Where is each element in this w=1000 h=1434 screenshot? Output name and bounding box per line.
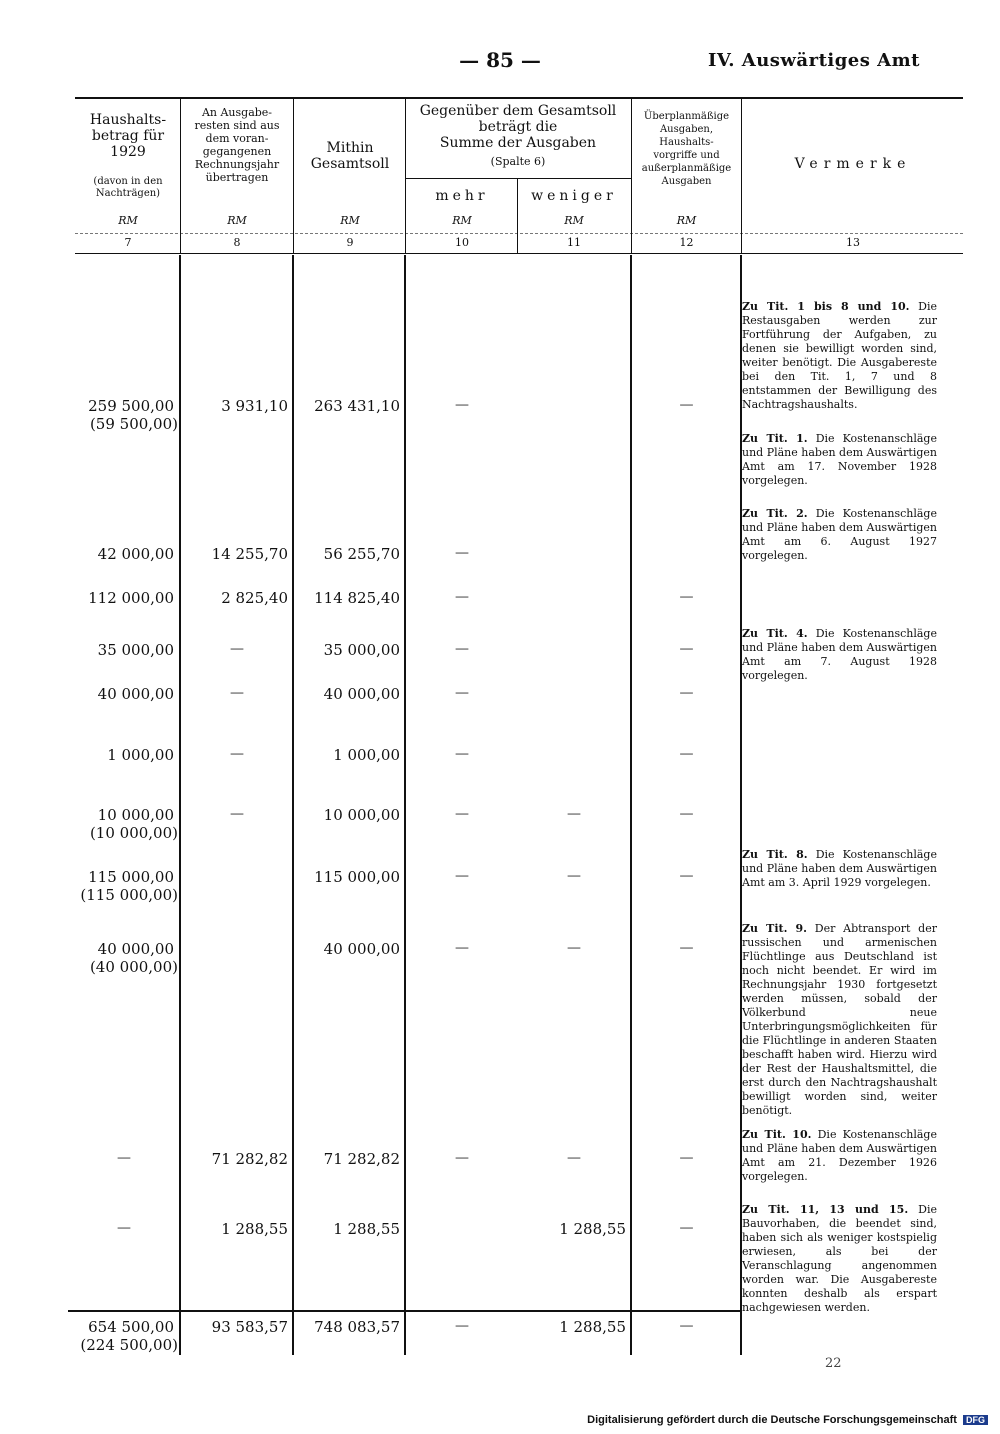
- table-cell: 3 931,10: [221, 397, 288, 415]
- header-divider: [293, 98, 294, 253]
- table-cell: —: [455, 641, 469, 657]
- total-cell: 1 288,55: [559, 1318, 626, 1336]
- unit-label: RM: [452, 214, 472, 227]
- table-cell: —: [679, 940, 694, 956]
- header-dashed-rule: [75, 233, 963, 234]
- remark-note: Zu Tit. 1 bis 8 und 10. Die Restausgaben werden zur Fortführung der Aufgaben, zu denen sie bewilligt worden sind, weiter benötigt. Die Ausgabereste bei den Tit. 1, 7 und 8 entstammen der Bewilligung des Nachtragshaushalts.: [742, 300, 937, 411]
- table-cell: —: [679, 806, 694, 822]
- remark-note: Zu Tit. 4. Die Kostenanschläge und Pläne haben dem Auswärtigen Amt am 7. August 1928 vorgelegen.: [742, 627, 938, 682]
- column-rule: [179, 255, 181, 1355]
- total-cell: —: [455, 1318, 469, 1334]
- table-cell: —: [567, 806, 581, 822]
- table-cell: —: [230, 806, 244, 822]
- table-cell: —: [679, 1220, 694, 1236]
- unit-label: RM: [227, 214, 247, 227]
- header-budget-sub: (davon in den Nachträgen): [93, 176, 163, 199]
- table-cell: 40 000,00: [97, 685, 174, 703]
- table-cell: 1 288,55: [221, 1220, 288, 1238]
- page-reference: 22: [825, 1356, 842, 1371]
- total-cell: (224 500,00): [80, 1336, 178, 1354]
- table-cell: —: [455, 685, 469, 701]
- table-cell: 1 000,00: [107, 746, 174, 764]
- table-cell: 40 000,00: [97, 940, 174, 958]
- unit-label: RM: [340, 214, 360, 227]
- header-divider: [405, 98, 406, 253]
- table-cell: 115 000,00: [88, 868, 174, 886]
- section-title: IV. Auswärtiges Amt: [707, 50, 920, 71]
- remark-note: Zu Tit. 9. Der Abtransport der russischen und armenischen Flüchtlinge aus Deutschland ist noch nicht beendet. Er wird im Rechnungsjahr 1930 fortgesetzt werden müssen, sobald der Völkerbund neue Unterbringungsmöglichkeiten für die Flüchtlinge in anderen Staaten beschafft haben wird. Hierzu wird der Rest der Haushaltsmittel, die erst durch den Nachtragshaushalt bewilligt worden sind, weiter benötigt.: [742, 922, 937, 1117]
- header-comparison-sub: (Spalte 6): [490, 155, 546, 168]
- column-rule: [292, 255, 294, 1355]
- table-cell: —: [567, 868, 581, 884]
- column-number: 8: [233, 236, 241, 249]
- column-rule: [630, 255, 632, 1355]
- table-cell: —: [679, 397, 694, 413]
- table-cell: —: [455, 868, 469, 884]
- remark-note: Zu Tit. 11, 13 und 15. Die Bauvorhaben, die beendet sind, haben sich als weniger kostspielig erwiesen, als bei der Veranschlagung angenommen worden war. Die Ausgabereste konnten deshalb als erspart nachgewiesen werden.: [742, 1203, 938, 1314]
- table-cell: —: [230, 685, 244, 701]
- unit-label: RM: [118, 214, 138, 227]
- table-cell: 71 282,82: [323, 1150, 400, 1168]
- table-cell: 10 000,00: [97, 806, 174, 824]
- table-cell: —: [679, 641, 694, 657]
- table-cell: 10 000,00: [323, 806, 400, 824]
- table-cell: 259 500,00: [88, 397, 174, 415]
- table-cell: 1 000,00: [333, 746, 400, 764]
- total-cell: 654 500,00: [88, 1318, 174, 1336]
- column-rule: [404, 255, 406, 1355]
- table-cell: —: [230, 641, 244, 657]
- table-cell: 40 000,00: [323, 940, 400, 958]
- header-divider: [741, 98, 742, 253]
- header-total-target: Mithin Gesamtsoll: [310, 140, 390, 172]
- table-cell: 263 431,10: [314, 397, 400, 415]
- page-number: — 85 —: [459, 48, 541, 72]
- table-cell: 115 000,00: [314, 868, 400, 886]
- header-divider: [180, 98, 181, 253]
- column-number: 9: [346, 236, 354, 249]
- table-cell: 40 000,00: [323, 685, 400, 703]
- header-divider: [631, 98, 632, 253]
- table-cell: —: [679, 685, 694, 701]
- table-cell: —: [679, 746, 694, 762]
- table-cell: (40 000,00): [89, 958, 178, 976]
- column-number: 7: [124, 236, 132, 249]
- table-cell: 56 255,70: [323, 545, 400, 563]
- dfg-logo-icon: DFG: [963, 1415, 988, 1425]
- table-cell: 114 825,40: [314, 589, 400, 607]
- header-overplan: Überplanmäßige Ausgaben, Haushalts- vorgriffe und außerplanmäßige Ausgaben: [641, 111, 732, 187]
- group-divider-rule: [405, 178, 631, 179]
- column-number: 13: [846, 236, 860, 249]
- column-number: 11: [567, 236, 581, 249]
- table-cell: (10 000,00): [89, 824, 178, 842]
- total-cell: 93 583,57: [211, 1318, 288, 1336]
- table-cell: 112 000,00: [88, 589, 174, 607]
- table-cell: —: [455, 940, 469, 956]
- header-comparison-group: Gegenüber dem Gesamtsoll beträgt die Summe der Ausgaben: [419, 103, 617, 151]
- table-cell: 35 000,00: [323, 641, 400, 659]
- table-cell: (59 500,00): [89, 415, 178, 433]
- total-cell: 748 083,57: [314, 1318, 400, 1336]
- total-cell: —: [679, 1318, 694, 1334]
- table-cell: —: [455, 545, 469, 561]
- remark-note: Zu Tit. 10. Die Kostenanschläge und Pläne haben dem Auswärtigen Amt am 21. Dezember 1926 vorgelegen.: [742, 1128, 938, 1183]
- table-cell: —: [455, 589, 469, 605]
- table-cell: 71 282,82: [211, 1150, 288, 1168]
- column-number: 12: [679, 236, 694, 249]
- header-bottom-rule: [75, 253, 963, 254]
- table-cell: —: [230, 746, 244, 762]
- header-budget: Haushalts- betrag für 1929: [89, 112, 167, 160]
- table-cell: —: [679, 589, 694, 605]
- column-number: 10: [455, 236, 469, 249]
- table-cell: —: [455, 1150, 469, 1166]
- header-less: weniger: [531, 188, 617, 204]
- unit-label: RM: [676, 214, 697, 227]
- remark-note: Zu Tit. 2. Die Kostenanschläge und Pläne haben dem Auswärtigen Amt am 6. August 1927 vorgelegen.: [742, 507, 938, 562]
- remark-note: Zu Tit. 8. Die Kostenanschläge und Pläne haben dem Auswärtigen Amt am 3. April 1929 vorgelegen.: [742, 848, 938, 889]
- table-cell: —: [679, 1150, 694, 1166]
- header-more: mehr: [435, 188, 489, 204]
- table-cell: —: [117, 1150, 131, 1166]
- footer-text: Digitalisierung gefördert durch die Deutsche Forschungsgemeinschaft: [587, 1414, 957, 1426]
- column-rule: [740, 255, 742, 1355]
- table-cell: 2 825,40: [221, 589, 288, 607]
- table-cell: —: [455, 806, 469, 822]
- totals-rule: [68, 1310, 740, 1312]
- digitization-footer: [587, 1414, 988, 1426]
- table-cell: —: [455, 746, 469, 762]
- table-cell: —: [679, 868, 694, 884]
- table-cell: 1 288,55: [559, 1220, 626, 1238]
- table-cell: —: [567, 940, 581, 956]
- header-remarks: Vermerke: [794, 156, 912, 172]
- table-cell: 1 288,55: [333, 1220, 400, 1238]
- table-cell: 42 000,00: [97, 545, 174, 563]
- table-cell: —: [455, 397, 469, 413]
- header-carryover: An Ausgabe- resten sind aus dem voran- gegangenen Rechnungsjahr übertragen: [194, 106, 280, 184]
- unit-label: RM: [564, 214, 584, 227]
- table-cell: —: [117, 1220, 131, 1236]
- remark-note: Zu Tit. 1. Die Kostenanschläge und Pläne haben dem Auswärtigen Amt am 17. November 1928 vorgelegen.: [742, 432, 938, 487]
- table-top-rule: [75, 97, 963, 99]
- table-cell: 14 255,70: [211, 545, 288, 563]
- table-cell: (115 000,00): [80, 886, 178, 904]
- table-cell: —: [567, 1150, 581, 1166]
- table-cell: 35 000,00: [97, 641, 174, 659]
